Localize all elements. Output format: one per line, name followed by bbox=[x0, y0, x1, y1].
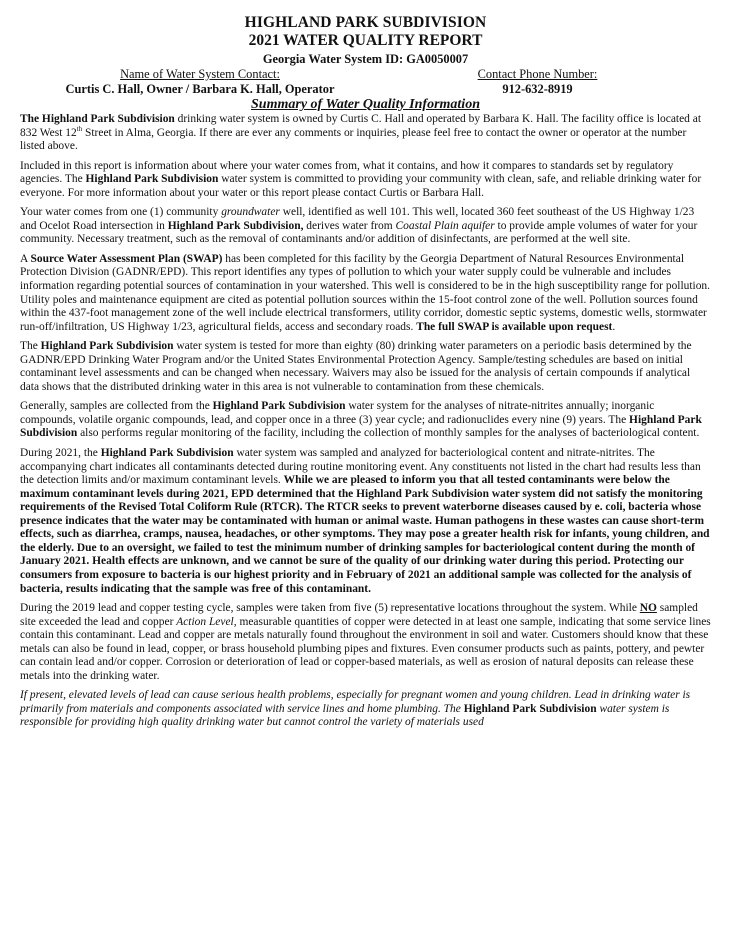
contact-name: Curtis C. Hall, Owner / Barbara K. Hall, Operator bbox=[65, 81, 335, 96]
paragraph-text: water system is committed to providing your community with clean, safe, and reliable drinking water for everyone. For more information about your water or this report please contact Curtis or Barbara Hall. bbox=[20, 173, 702, 199]
superscript: th bbox=[76, 124, 83, 133]
paragraph-text: If present, elevated levels of lead can cause serious health problems, especially for pregnant women and young children. Lead in drinking water is primarily from materials and components associated with service lines and home plumbing. The bbox=[20, 689, 691, 715]
emphasis-text: groundwater bbox=[221, 206, 280, 219]
contact-values-row bbox=[20, 82, 711, 97]
paragraph-text: to provide ample volumes of water for your community. Necessary treatment, such as the removal of contaminants and/or addition of disinfectants, are performed at the well site. bbox=[20, 219, 698, 246]
paragraph-text: A bbox=[20, 252, 31, 265]
paragraph-text: Included in this report is information about where your water comes from, what it contains, and how it compares to standards set by regulatory agencies. The bbox=[20, 159, 674, 186]
paragraph-text: water system for the analyses of nitrate-nitrites annually; inorganic compounds, volatile organic compounds, lead, and copper once in a three (3) year cycle; and radionuclides every nine (9) years. The bbox=[20, 400, 655, 426]
paragraph-text: water system is responsible for providing high quality drinking water but cannot control the variety of materials used bbox=[20, 702, 670, 729]
rtcr-violation-notice: While we are pleased to inform you that all tested contaminants were below the maximum contaminant levels during 2021, EPD determined that the Highland Park Subdivision water system did not satisfy the monitoring requirements of the Revised Total Coliform Rule (RTCR). The RTCR seeks to prevent waterborne diseases caused by e. coli, bacteria whose presence indicates that the water may be contaminated with human or animal waste. Human pathogens in these wastes can cause short-term effects, such as diarrhea, cramps, nausea, headaches, or other symptoms. They may pose a greater health risk for infants, young children, and the elderly. Due to an oversight, we failed to test the minimum number of drinking samples for bacteriological content during the month of January 2021. Health effects are unknown, and we cannot be sure of the quality of our drinking water during this period. Protecting our consumers from exposure to bacteria is our highest priority and in February of 2021 an additional sample was collected for the analysis of bacteria, results indicating that the sample was free of this contaminant. bbox=[20, 474, 710, 595]
paragraph-text: drinking water system is owned by Curtis C. Hall and operated by Barbara K. Hall. The facility office is located at 832 West 12 bbox=[20, 113, 701, 139]
paragraph-text: Street in Alma, Georgia. If there are ever any comments or inquiries, please feel free to contact the owner or operator at the number listed above. bbox=[20, 126, 687, 153]
emphasis-text: Coastal Plain aquifer bbox=[395, 219, 495, 232]
phone-label: Contact Phone Number: bbox=[477, 67, 598, 81]
system-name: The Highland Park Subdivision bbox=[20, 113, 175, 125]
paragraph-swap bbox=[20, 253, 711, 334]
system-name: Highland Park Subdivision bbox=[100, 447, 234, 460]
paragraph-text: . bbox=[612, 320, 616, 333]
contact-phone: 912-632-8919 bbox=[502, 81, 573, 96]
paragraph-text: sampled site exceeded the lead and copper bbox=[20, 602, 698, 628]
paragraph-text: During the 2019 lead and copper testing cycle, samples were taken from five (5) representative locations throughout the system. While bbox=[20, 602, 640, 615]
paragraph-report-intro bbox=[20, 160, 711, 201]
paragraph-testing bbox=[20, 340, 711, 394]
paragraph-text: has been completed for this facility by the Georgia Department of Natural Resources Environmental Protection Division (GADNR/EPD). This report identifies any types of pollution to which your water supply could be vulnerable and includes information regarding potential sources of contamination in your watershed. This well is considered to be in the high susceptibility range for pollution. Utility poles and maintenance equipment are cited as potential pollution sources within the 15-foot control zone of the well. Pollution sources found within the 437-foot management zone of the well include electrical transformers, utility corridor, domestic septic systems, domestic wells, stormwater run-off/infiltration, US Highway 1/23, agricultural fields, access and secondary roads. bbox=[20, 252, 711, 333]
system-name: Highland Park Subdivision bbox=[85, 173, 219, 186]
summary-heading: Summary of Water Quality Information bbox=[251, 97, 480, 112]
paragraph-text: derives water from bbox=[303, 219, 396, 232]
paragraph-text: well, identified as well 101. This well, located 360 feet southeast of the US Highway 1/23 and Ocelot Road intersection in bbox=[20, 206, 695, 232]
paragraph-lead-copper bbox=[20, 602, 711, 683]
paragraph-text: water system is tested for more than eighty (80) drinking water parameters on a periodic basis determined by the GADNR/EPD Drinking Water Program and/or the United States Environmental Protection Agency. Sample/testing schedules are based on initial contaminant level assessments and can be changed when necessary. Waivers may also be issued for the analysis of certain compounds if analytical data shows that the distributed drinking water in this area is not vulnerable to contamination from these chemicals. bbox=[20, 340, 692, 393]
swap-term: Source Water Assessment Plan (SWAP) bbox=[30, 252, 223, 265]
system-name: Highland Park Subdivision bbox=[463, 702, 597, 715]
swap-availability: The full SWAP is available upon request bbox=[416, 320, 613, 333]
paragraph-sampling bbox=[20, 400, 711, 441]
paragraph-text: During 2021, the bbox=[20, 447, 101, 460]
report-subtitle: 2021 WATER QUALITY REPORT bbox=[248, 32, 483, 49]
paragraph-text: water system was sampled and analyzed for bacteriological content and nitrate-nitrites. The accompanying chart indicates all contaminants detected during routine monitoring event. Any constituents not listed in the chart had results less than the detection limits and/or maximum contaminant levels. bbox=[20, 447, 701, 487]
paragraph-text: Your water comes from one (1) community bbox=[20, 206, 222, 219]
paragraph-text: Generally, samples are collected from the bbox=[20, 400, 213, 413]
paragraph-text: The bbox=[20, 340, 41, 353]
emphasis-text: Action Level bbox=[176, 615, 234, 628]
contact-labels-row bbox=[20, 67, 711, 82]
report-title: HIGHLAND PARK SUBDIVISION bbox=[244, 14, 487, 31]
paragraph-text: also performs regular monitoring of the facility, including the collection of monthly samples for the analyses of bacteriological content. bbox=[77, 427, 700, 440]
paragraph-2021-results bbox=[20, 447, 711, 596]
system-name: Highland Park Subdivision bbox=[40, 340, 174, 353]
paragraph-lead-health bbox=[20, 689, 711, 730]
system-name: Highland Park Subdivision bbox=[212, 400, 346, 413]
system-name: Highland Park Subdivision, bbox=[167, 219, 304, 232]
paragraph-water-source bbox=[20, 206, 711, 247]
paragraph-text: , measurable quantities of copper were detected in at least one sample, indicating that some service lines contain this contaminant. Lead and copper are metals naturally found throughout the environment in soil and water. Customers should know that these metals can also be found in lead, copper, or brass household plumbing pipes and fixtures. Even consumer products such as paints, pottery, and pewter can contain lead and/or copper. Corrosion or deterioration of lead or copper-based materials, as well as erosion of natural deposits can release these metals into the drinking water. bbox=[20, 615, 711, 682]
water-system-id: Georgia Water System ID: GA0050007 bbox=[262, 52, 469, 66]
system-name: Highland Park Subdivision bbox=[20, 413, 702, 440]
emphasis-no: NO bbox=[639, 602, 657, 615]
paragraph-ownership bbox=[20, 113, 711, 154]
contact-label: Name of Water System Contact: bbox=[120, 67, 280, 81]
